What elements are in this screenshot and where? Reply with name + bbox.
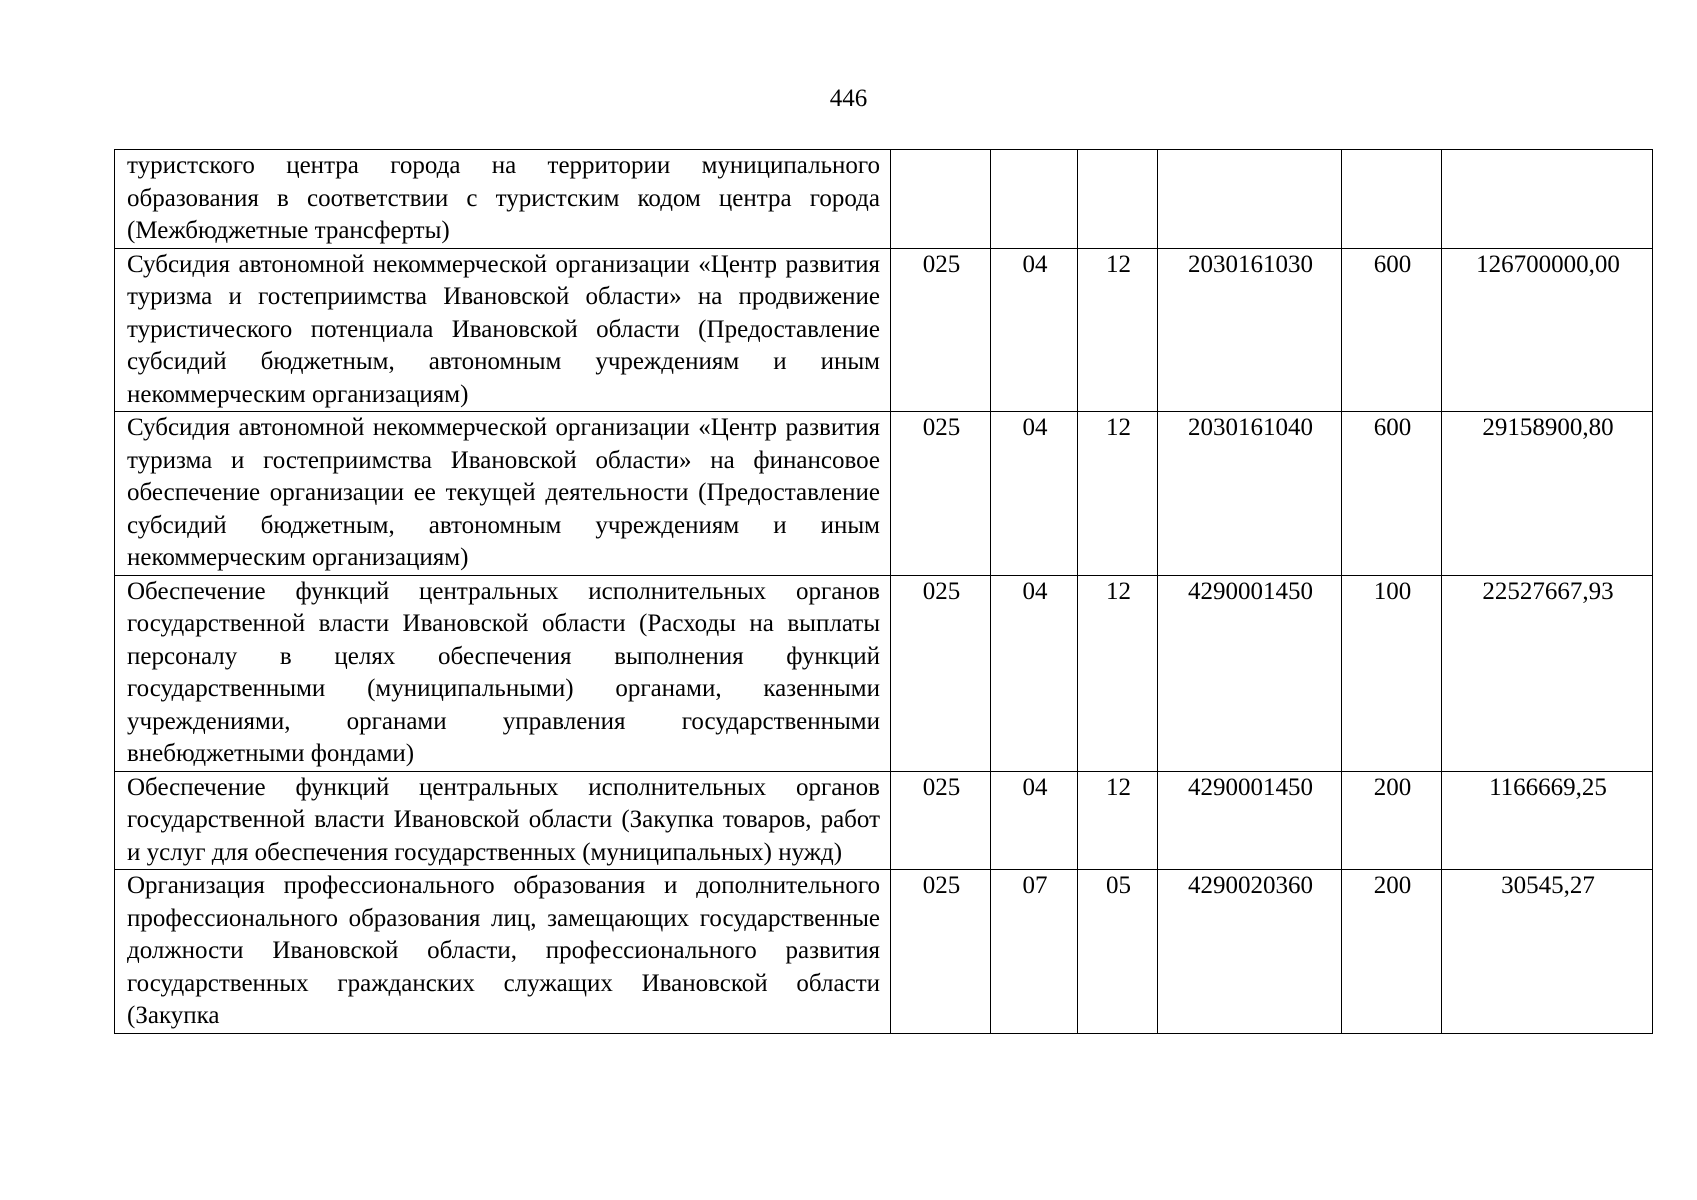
table-row: [115, 412, 1653, 576]
budget-table: [114, 149, 1653, 1034]
row-expense-type-code: 200: [1342, 771, 1442, 870]
row-section-code: 04: [991, 248, 1078, 412]
row-subsection-code: 05: [1078, 870, 1158, 1034]
page-number: 446: [829, 85, 868, 112]
row-expense-type-code: 100: [1342, 575, 1442, 771]
row-subsection-code: 12: [1078, 248, 1158, 412]
row-amount: 22527667,93: [1442, 575, 1653, 771]
row-expense-type-code: [1342, 150, 1442, 249]
row-description: Субсидия автономной некоммерческой организации «Центр развития туризма и гостеприимства Ивановской области» на продвижение туристического потенциала Ивановской области (Предоставление субсидий бюджетным, автономным учреждениям и иным некоммерческим организациям): [115, 248, 891, 412]
row-description: Обеспечение функций центральных исполнительных органов государственной власти Ивановской области (Закупка товаров, работ и услуг для обеспечения государственных (муниципальных) нужд): [115, 771, 891, 870]
row-subsection-code: [1078, 150, 1158, 249]
row-grbs-code: 025: [891, 412, 991, 576]
table-row: [115, 575, 1653, 771]
table-row: [115, 248, 1653, 412]
row-description: туристского центра города на территории муниципального образования в соответствии с туристским кодом центра города (Межбюджетные трансферты): [115, 150, 891, 249]
row-grbs-code: 025: [891, 771, 991, 870]
row-description: Организация профессионального образования и дополнительного профессионального образования лиц, замещающих государственные должности Ивановской области, профессионального развития государственных гражданских служащих Ивановской области (Закупка: [115, 870, 891, 1034]
table-row: [115, 771, 1653, 870]
row-target-article-code: [1158, 150, 1342, 249]
table-row: [115, 870, 1653, 1034]
row-expense-type-code: 600: [1342, 412, 1442, 576]
row-section-code: 07: [991, 870, 1078, 1034]
row-section-code: 04: [991, 575, 1078, 771]
row-amount: 126700000,00: [1442, 248, 1653, 412]
row-section-code: 04: [991, 771, 1078, 870]
row-expense-type-code: 600: [1342, 248, 1442, 412]
row-target-article-code: 2030161030: [1158, 248, 1342, 412]
row-amount: 29158900,80: [1442, 412, 1653, 576]
row-target-article-code: 2030161040: [1158, 412, 1342, 576]
row-subsection-code: 12: [1078, 412, 1158, 576]
row-grbs-code: 025: [891, 870, 991, 1034]
row-target-article-code: 4290001450: [1158, 575, 1342, 771]
row-amount: 1166669,25: [1442, 771, 1653, 870]
row-expense-type-code: 200: [1342, 870, 1442, 1034]
row-target-article-code: 4290001450: [1158, 771, 1342, 870]
row-target-article-code: 4290020360: [1158, 870, 1342, 1034]
row-grbs-code: 025: [891, 248, 991, 412]
row-grbs-code: [891, 150, 991, 249]
row-section-code: 04: [991, 412, 1078, 576]
row-grbs-code: 025: [891, 575, 991, 771]
row-description: Субсидия автономной некоммерческой организации «Центр развития туризма и гостеприимства Ивановской области» на финансовое обеспечение организации ее текущей деятельности (Предоставление субсидий бюджетным, автономным учреждениям и иным некоммерческим организациям): [115, 412, 891, 576]
table-row: [115, 150, 1653, 249]
row-subsection-code: 12: [1078, 771, 1158, 870]
row-section-code: [991, 150, 1078, 249]
row-amount: 30545,27: [1442, 870, 1653, 1034]
row-description: Обеспечение функций центральных исполнительных органов государственной власти Ивановской области (Расходы на выплаты персоналу в целях обеспечения выполнения функций государственными (муниципальными) органами, казенными учреждениями, органами управления государственными внебюджетными фондами): [115, 575, 891, 771]
row-subsection-code: 12: [1078, 575, 1158, 771]
row-amount: [1442, 150, 1653, 249]
